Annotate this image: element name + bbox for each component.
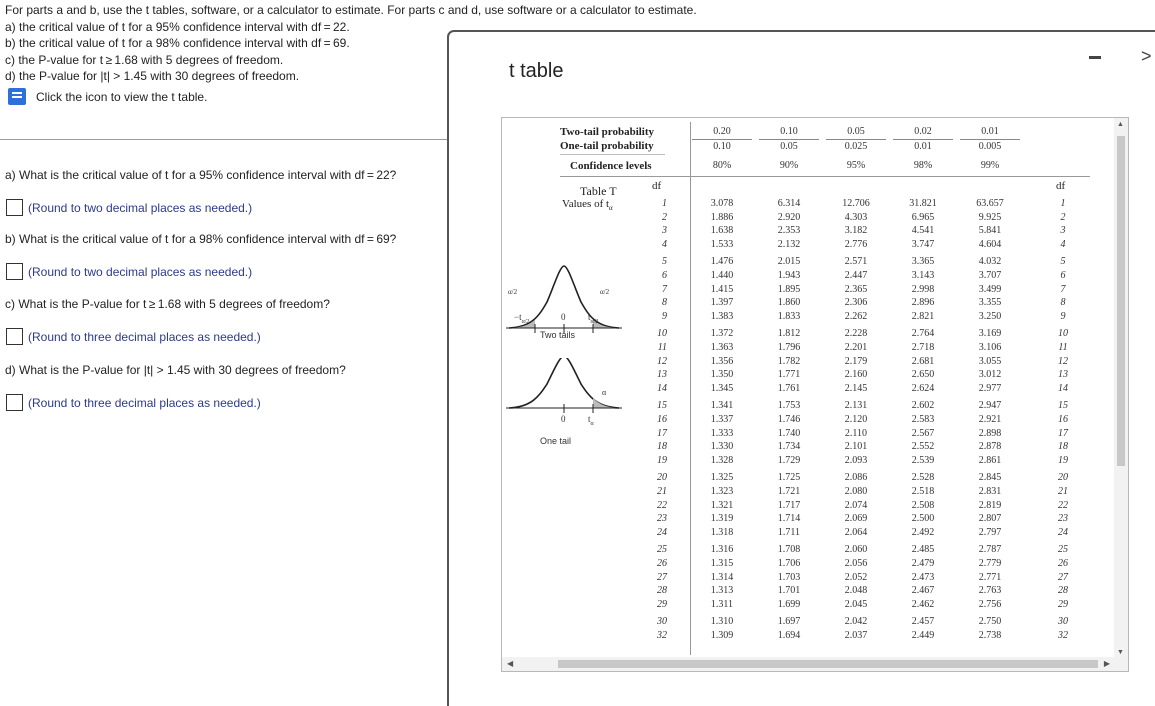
df-cell: 13 — [657, 369, 667, 381]
table-cell: 2.583 — [911, 414, 935, 425]
rounding-hint-d: (Round to three decimal places as needed.) — [28, 395, 261, 410]
table-cell: 2.160 — [844, 369, 868, 381]
table-cell: 1.321 — [710, 499, 734, 511]
table-cell: 31.821 — [909, 198, 937, 209]
vertical-scroll-thumb[interactable] — [1117, 136, 1125, 466]
df-cell-right: 10 — [1058, 328, 1068, 340]
one-tail-label: One-tail probability — [560, 140, 654, 152]
table-cell: 1.699 — [777, 598, 801, 610]
table-cell: 2.492 — [911, 526, 935, 538]
df-cell-right: 24 — [1058, 526, 1068, 538]
table-cell: 3.365 — [911, 256, 935, 268]
table-cell: 2.756 — [978, 598, 1002, 610]
one-tail-prob-1: 0.05 — [759, 139, 819, 154]
view-t-table-label: Click the icon to view the t table. — [36, 89, 208, 104]
table-cell: 2.069 — [844, 513, 868, 525]
scroll-right-icon[interactable]: ▶ — [1103, 659, 1110, 668]
confidence-level-2: 95% — [846, 160, 866, 171]
table-cell: 2.015 — [777, 256, 801, 268]
table-cell: 2.921 — [978, 414, 1002, 425]
table-cell: 2.060 — [844, 544, 868, 556]
view-t-table-link[interactable] — [8, 88, 207, 105]
table-cell: 2.365 — [844, 283, 868, 295]
table-cell: 2.052 — [844, 571, 868, 583]
confidence-levels-label: Confidence levels — [570, 160, 652, 172]
table-cell: 1.694 — [777, 630, 801, 641]
table-cell: 2.064 — [844, 526, 868, 538]
table-cell: 2.763 — [978, 585, 1002, 597]
table-cell: 2.528 — [911, 472, 935, 484]
two-tail-prob-1: 0.10 — [780, 126, 798, 137]
two-tail-right-tick: $t_{\alpha/2}$ — [588, 312, 599, 325]
question-c: c) What is the P-value for t ≥ 1.68 with 5 degrees of freedom? — [5, 297, 330, 311]
table-cell: 2.552 — [911, 441, 935, 453]
table-cell: 1.638 — [710, 225, 734, 237]
one-tail-area-label: α — [602, 388, 607, 397]
answer-row-d — [6, 394, 261, 411]
df-cell-right: 7 — [1060, 283, 1066, 295]
table-cell: 2.228 — [844, 328, 868, 340]
table-cell: 1.711 — [777, 526, 801, 538]
table-cell: 3.078 — [710, 198, 734, 209]
minimize-icon[interactable] — [1089, 56, 1101, 59]
two-tail-left-tick: $-t_{\alpha/2}$ — [514, 312, 530, 325]
table-cell: 1.746 — [777, 414, 801, 425]
table-cell: 2.131 — [844, 400, 868, 412]
one-tail-prob-3: 0.01 — [893, 139, 953, 154]
df-cell-right: 21 — [1058, 486, 1068, 497]
table-cell: 1.314 — [710, 571, 734, 583]
one-tail-caption: One tail — [540, 436, 572, 446]
two-tails-caption: Two tails — [540, 330, 576, 340]
table-cell: 1.316 — [710, 544, 734, 556]
table-cell: 1.886 — [710, 211, 734, 223]
answer-input-a[interactable] — [6, 199, 23, 216]
table-cell: 2.048 — [844, 585, 868, 597]
table-cell: 9.925 — [978, 211, 1002, 223]
table-cell: 1.350 — [710, 369, 734, 381]
table-cell: 2.567 — [911, 427, 935, 439]
table-cell: 1.761 — [777, 382, 801, 394]
two-tail-right-area-label: α/2 — [600, 288, 610, 296]
table-cell: 1.318 — [710, 526, 734, 538]
values-of-label — [562, 198, 613, 212]
t-table-popup — [447, 30, 1155, 706]
table-cell: 2.262 — [844, 310, 868, 322]
table-cell: 2.896 — [911, 297, 935, 309]
df-cell-right: 4 — [1060, 238, 1066, 250]
table-cell: 2.624 — [911, 382, 935, 394]
table-cell: 1.309 — [710, 630, 734, 641]
table-cell: 1.721 — [777, 486, 801, 497]
table-cell: 1.725 — [777, 472, 801, 484]
table-cell: 2.718 — [911, 342, 935, 353]
table-cell: 3.499 — [978, 283, 1002, 295]
table-cell: 2.045 — [844, 598, 868, 610]
two-tail-prob-2: 0.05 — [847, 126, 865, 137]
df-cell: 9 — [662, 310, 667, 322]
table-cell: 3.143 — [911, 270, 935, 281]
df-cell-right: 25 — [1058, 544, 1068, 556]
df-cell: 21 — [657, 486, 667, 497]
table-cell: 2.845 — [978, 472, 1002, 484]
table-cell: 1.397 — [710, 297, 734, 309]
vertical-scrollbar[interactable] — [1114, 118, 1128, 658]
df-cell: 26 — [657, 558, 667, 569]
question-a: a) What is the critical value of t for a 95% confidence interval with df = 22? — [5, 168, 397, 182]
table-cell: 2.776 — [844, 238, 868, 250]
table-cell: 2.898 — [978, 427, 1002, 439]
df-cell: 18 — [657, 441, 667, 453]
values-of-subscript: α — [609, 204, 613, 213]
df-cell-right: 1 — [1060, 198, 1066, 209]
table-cell: 1.325 — [710, 472, 734, 484]
df-cell-right: 22 — [1058, 499, 1068, 511]
table-cell: 3.055 — [978, 355, 1002, 367]
answer-input-c[interactable] — [6, 328, 23, 345]
table-cell: 1.833 — [777, 310, 801, 322]
table-cell: 2.764 — [911, 328, 935, 340]
df-cell: 3 — [662, 225, 667, 237]
df-cell-right: 2 — [1060, 211, 1066, 223]
table-cell: 2.447 — [844, 270, 868, 281]
df-cell-right: 18 — [1058, 441, 1068, 453]
df-cell: 19 — [657, 454, 667, 466]
df-cell: 6 — [662, 270, 667, 281]
table-cell: 1.708 — [777, 544, 801, 556]
table-cell: 1.860 — [777, 297, 801, 309]
table-cell: 2.473 — [911, 571, 935, 583]
table-cell: 1.753 — [777, 400, 801, 412]
table-cell: 2.681 — [911, 355, 935, 367]
instruction-line: a) the critical value of t for a 95% confidence interval with df = 22. — [5, 19, 350, 34]
table-cell: 5.841 — [978, 225, 1002, 237]
table-cell: 1.356 — [710, 355, 734, 367]
table-cell: 2.602 — [911, 400, 935, 412]
table-cell: 2.947 — [978, 400, 1002, 412]
table-cell: 2.831 — [978, 486, 1002, 497]
confidence-level-1: 90% — [779, 160, 799, 171]
df-cell-right: 11 — [1058, 342, 1068, 353]
table-cell: 2.861 — [978, 454, 1002, 466]
df-cell-right: 16 — [1058, 414, 1068, 425]
table-cell: 1.319 — [710, 513, 734, 525]
one-tail-prob-4: 0.005 — [960, 139, 1020, 154]
table-cell: 1.323 — [710, 486, 734, 497]
two-tail-prob-3: 0.02 — [914, 126, 932, 137]
df-cell: 30 — [657, 616, 667, 628]
table-cell: 2.457 — [911, 616, 935, 628]
df-cell: 25 — [657, 544, 667, 556]
df-cell-right: 27 — [1058, 571, 1068, 583]
rounding-hint-b: (Round to two decimal places as needed.) — [28, 264, 253, 279]
table-cell: 6.965 — [911, 211, 935, 223]
table-cell: 2.479 — [911, 558, 935, 569]
table-cell: 2.467 — [911, 585, 935, 597]
confidence-level-3: 98% — [913, 160, 933, 171]
table-cell: 2.042 — [844, 616, 868, 628]
one-tail-center-tick: 0 — [561, 414, 566, 424]
table-cell: 2.449 — [911, 630, 935, 641]
scroll-up-icon[interactable]: ▲ — [1117, 120, 1124, 128]
table-cell: 2.086 — [844, 472, 868, 484]
popup-title: t table — [509, 60, 564, 82]
df-cell: 17 — [657, 427, 667, 439]
answer-row-c — [6, 328, 261, 345]
table-cell: 2.518 — [911, 486, 935, 497]
df-cell-right: 23 — [1058, 513, 1068, 525]
table-cell: 1.701 — [777, 585, 801, 597]
table-cell: 2.539 — [911, 454, 935, 466]
table-cell: 1.714 — [777, 513, 801, 525]
table-cell: 2.998 — [911, 283, 935, 295]
df-cell-right: 6 — [1060, 270, 1066, 281]
table-cell: 2.771 — [978, 571, 1002, 583]
df-cell: 20 — [657, 472, 667, 484]
df-cell: 22 — [657, 499, 667, 511]
df-cell-right: 3 — [1060, 225, 1066, 237]
table-cell: 1.341 — [710, 400, 734, 412]
table-cell: 3.707 — [978, 270, 1002, 281]
df-cell-right: 5 — [1060, 256, 1066, 268]
horizontal-scrollbar[interactable] — [502, 657, 1129, 671]
answer-input-b[interactable] — [6, 263, 23, 280]
df-cell: 24 — [657, 526, 667, 538]
df-cell: 29 — [657, 598, 667, 610]
table-cell: 1.476 — [710, 256, 734, 268]
df-cell-right: 17 — [1058, 427, 1068, 439]
table-cell: 2.750 — [978, 616, 1002, 628]
df-cell-right: 12 — [1058, 355, 1068, 367]
table-cell: 2.807 — [978, 513, 1002, 525]
table-cell: 1.313 — [710, 585, 734, 597]
table-cell: 1.895 — [777, 283, 801, 295]
table-cell: 2.145 — [844, 382, 868, 394]
instruction-line: d) the P-value for |t| > 1.45 with 30 degrees of freedom. — [5, 69, 300, 83]
table-cell: 2.779 — [978, 558, 1002, 569]
df-cell-right: 14 — [1058, 382, 1068, 394]
table-cell: 1.533 — [710, 238, 734, 250]
answer-row-b — [6, 263, 252, 280]
book-icon[interactable] — [8, 88, 26, 105]
table-cell: 1.415 — [710, 283, 734, 295]
df-cell: 23 — [657, 513, 667, 525]
df-cell-right: 28 — [1058, 585, 1068, 597]
two-tail-left-area-label: α/2 — [508, 288, 518, 296]
table-cell: 2.977 — [978, 382, 1002, 394]
one-tail-diagram — [504, 358, 624, 438]
table-cell: 2.485 — [911, 544, 935, 556]
two-tail-center-tick: 0 — [561, 312, 566, 322]
instruction-line: For parts a and b, use the t tables, software, or a calculator to estimate. For parts c and d, use software or a calculator to estimate. — [5, 3, 697, 17]
df-cell-right: 9 — [1060, 310, 1066, 322]
df-header-left: df — [652, 180, 662, 192]
two-tail-label: Two-tail probability — [560, 126, 655, 138]
rounding-hint-a: (Round to two decimal places as needed.) — [28, 200, 253, 215]
table-cell: 1.717 — [777, 499, 801, 511]
table-cell: 1.812 — [777, 328, 801, 340]
df-cell: 1 — [662, 198, 667, 209]
table-cell: 1.740 — [777, 427, 801, 439]
table-cell: 1.729 — [777, 454, 801, 466]
table-cell: 2.120 — [844, 414, 868, 425]
scroll-left-icon[interactable]: ◀ — [507, 659, 514, 668]
table-cell: 1.372 — [710, 328, 734, 340]
df-cell: 28 — [657, 585, 667, 597]
df-cell-right: 30 — [1058, 616, 1068, 628]
table-cell: 1.345 — [710, 382, 734, 394]
table-cell: 1.706 — [777, 558, 801, 569]
table-cell: 1.734 — [777, 441, 801, 453]
table-cell: 2.093 — [844, 454, 868, 466]
table-cell: 1.697 — [777, 616, 801, 628]
df-cell-right: 19 — [1058, 454, 1068, 466]
table-cell: 4.604 — [978, 238, 1002, 250]
table-cell: 2.819 — [978, 499, 1002, 511]
table-cell: 2.797 — [978, 526, 1002, 538]
table-cell: 1.330 — [710, 441, 734, 453]
df-cell-right: 26 — [1058, 558, 1068, 569]
table-cell: 2.787 — [978, 544, 1002, 556]
table-cell: 1.703 — [777, 571, 801, 583]
df-cell: 16 — [657, 414, 667, 425]
table-cell: 2.571 — [844, 256, 868, 268]
confidence-level-4: 99% — [980, 160, 1000, 171]
table-cell: 2.179 — [844, 355, 868, 367]
table-cell: 12.706 — [842, 198, 870, 209]
df-cell: 14 — [657, 382, 667, 394]
table-cell: 2.132 — [777, 238, 801, 250]
df-header-right: df — [1056, 180, 1066, 192]
df-cell-right: 8 — [1060, 297, 1066, 309]
table-cell: 3.012 — [978, 369, 1002, 381]
table-cell: 4.303 — [844, 211, 868, 223]
df-cell: 27 — [657, 571, 667, 583]
one-tail-prob-0: 0.10 — [692, 139, 752, 154]
df-cell: 10 — [657, 328, 667, 340]
question-b: b) What is the critical value of t for a 98% confidence interval with df = 69? — [5, 232, 397, 246]
table-cell: 2.074 — [844, 499, 868, 511]
table-cell: 2.462 — [911, 598, 935, 610]
table-cell: 3.182 — [844, 225, 868, 237]
table-cell: 1.363 — [710, 342, 734, 353]
table-cell: 2.306 — [844, 297, 868, 309]
scroll-down-icon[interactable]: ▼ — [1117, 648, 1124, 656]
table-cell: 4.032 — [978, 256, 1002, 268]
table-cell: 2.080 — [844, 486, 868, 497]
instruction-line: c) the P-value for t ≥ 1.68 with 5 degrees of freedom. — [5, 52, 284, 67]
one-tail-right-tick: $t_\alpha$ — [588, 414, 594, 427]
df-cell-right: 13 — [1058, 369, 1068, 381]
table-cell: 2.201 — [844, 342, 868, 353]
df-cell: 15 — [657, 400, 667, 412]
df-cell: 8 — [662, 297, 667, 309]
table-cell: 1.771 — [777, 369, 801, 381]
table-cell: 1.315 — [710, 558, 734, 569]
table-cell: 3.169 — [978, 328, 1002, 340]
answer-row-a — [6, 199, 252, 216]
table-cell: 1.328 — [710, 454, 734, 466]
rounding-hint-c: (Round to three decimal places as needed.) — [28, 329, 261, 344]
table-cell: 1.796 — [777, 342, 801, 353]
table-cell: 2.650 — [911, 369, 935, 381]
table-cell: 3.106 — [978, 342, 1002, 353]
df-cell-right: 20 — [1058, 472, 1068, 484]
table-cell: 2.056 — [844, 558, 868, 569]
df-cell-right: 29 — [1058, 598, 1068, 610]
table-cell: 1.440 — [710, 270, 734, 281]
table-cell: 2.353 — [777, 225, 801, 237]
instruction-line: b) the critical value of t for a 98% confidence interval with df = 69. — [5, 36, 350, 50]
table-cell: 1.337 — [710, 414, 734, 425]
t-table-frame[interactable] — [501, 117, 1129, 672]
answer-input-d[interactable] — [6, 394, 23, 411]
table-cell: 3.747 — [911, 238, 935, 250]
df-cell-right: 15 — [1058, 400, 1068, 412]
table-name: Table T — [580, 184, 617, 198]
df-cell: 7 — [662, 283, 667, 295]
table-cell: 2.738 — [978, 630, 1002, 641]
question-d: d) What is the P-value for |t| > 1.45 with 30 degrees of freedom? — [5, 363, 346, 377]
table-cell: 1.383 — [710, 310, 734, 322]
df-cell: 12 — [657, 355, 667, 367]
header-rule-bottom — [560, 176, 1090, 177]
df-column-rule — [690, 122, 691, 655]
chevron-right-icon[interactable]: > — [1141, 46, 1152, 66]
table-cell: 1.943 — [777, 270, 801, 281]
table-cell: 2.920 — [777, 211, 801, 223]
df-cell: 11 — [657, 342, 667, 353]
table-cell: 6.314 — [777, 198, 801, 209]
values-of-text: Values of t — [562, 198, 610, 210]
table-cell: 1.333 — [710, 427, 734, 439]
table-cell: 2.878 — [978, 441, 1002, 453]
table-cell: 3.355 — [978, 297, 1002, 309]
df-cell: 32 — [657, 630, 667, 641]
df-cell: 4 — [662, 238, 667, 250]
df-cell: 5 — [662, 256, 667, 268]
table-cell: 63.657 — [976, 198, 1004, 209]
table-cell: 2.110 — [844, 427, 868, 439]
table-cell: 2.101 — [844, 441, 868, 453]
table-cell: 1.310 — [710, 616, 734, 628]
horizontal-scroll-thumb[interactable] — [558, 660, 1098, 668]
confidence-level-0: 80% — [712, 160, 732, 171]
df-cell: 2 — [662, 211, 667, 223]
table-cell: 2.508 — [911, 499, 935, 511]
df-cell-right: 32 — [1058, 630, 1068, 641]
header-rule — [560, 154, 665, 155]
section-divider — [0, 139, 447, 140]
table-cell: 2.037 — [844, 630, 868, 641]
table-cell: 2.500 — [911, 513, 935, 525]
table-cell: 1.782 — [777, 355, 801, 367]
table-cell: 3.250 — [978, 310, 1002, 322]
one-tail-prob-2: 0.025 — [826, 139, 886, 154]
table-cell: 4.541 — [911, 225, 935, 237]
table-cell: 1.311 — [710, 598, 734, 610]
table-cell: 2.821 — [911, 310, 935, 322]
two-tail-prob-4: 0.01 — [981, 126, 999, 137]
two-tail-prob-0: 0.20 — [713, 126, 731, 137]
